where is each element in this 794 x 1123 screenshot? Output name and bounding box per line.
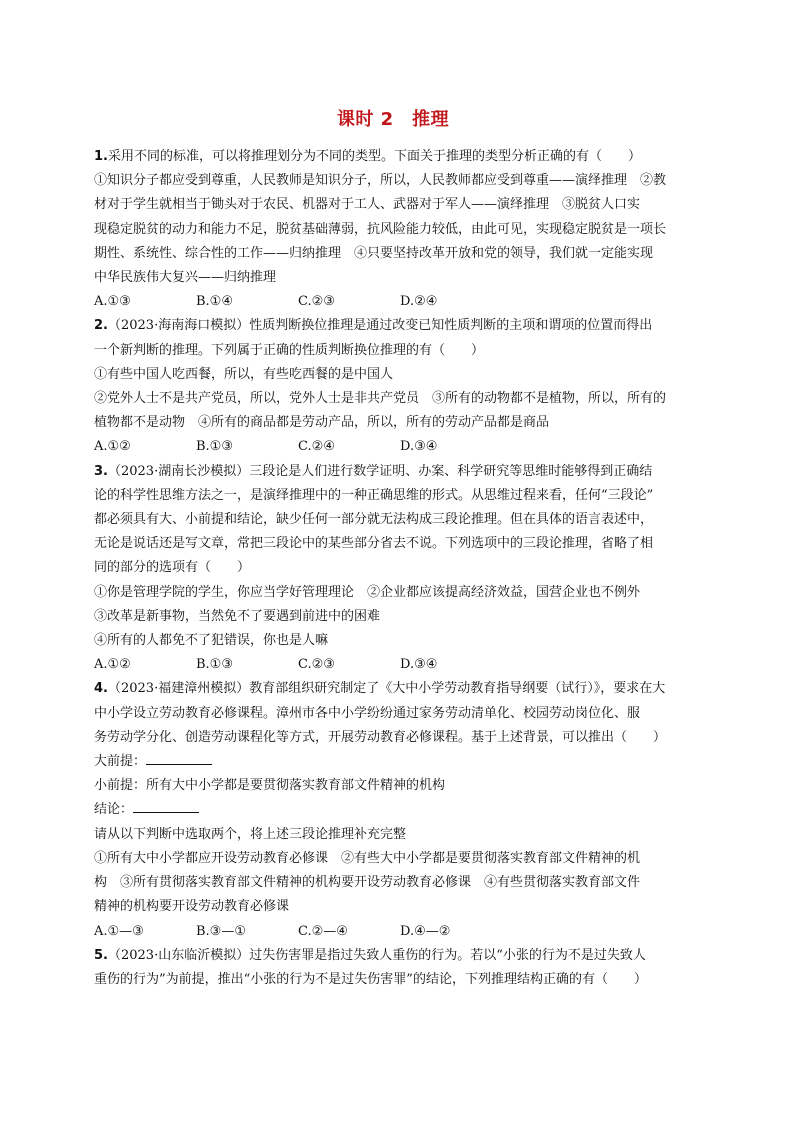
question-line: 现稳定脱贫的动力和能力不足，脱贫基础薄弱，抗风险能力较低，由此可见，实现稳定脱贫是一项长 bbox=[94, 221, 667, 237]
option-b[interactable]: B.①③ bbox=[196, 439, 233, 455]
option-c[interactable]: C.②③ bbox=[298, 657, 335, 673]
question-line: ①你是管理学院的学生，你应当学好管理理论 ②企业都应该提高经济效益，国营企业也不例外 bbox=[94, 584, 641, 600]
question-line: 构 ③所有贯彻落实教育部文件精神的机构要开设劳动教育必修课 ④有些贯彻落实教育部文件 bbox=[94, 875, 641, 891]
question-line: 植物都不是动物 ④所有的商品都是劳动产品，所以，所有的劳动产品都是商品 bbox=[94, 415, 550, 431]
option-a[interactable]: A.①③ bbox=[94, 294, 131, 310]
option-c[interactable]: C.②④ bbox=[298, 439, 335, 455]
question-line: 无论是说话还是写文章，常把三段论中的某些部分省去不说。下列选项中的三段论推理，省略了相 bbox=[94, 536, 654, 552]
question-line: ①有些中国人吃西餐，所以，有些吃西餐的是中国人 bbox=[94, 366, 394, 382]
option-b[interactable]: B.①③ bbox=[196, 657, 233, 673]
question-line: 精神的机构要开设劳动教育必修课 bbox=[94, 899, 290, 915]
question-line: ①知识分子都应受到尊重，人民教师是知识分子，所以，人民教师都应受到尊重——演绎推理 ②教 bbox=[94, 173, 667, 189]
option-b[interactable]: B.③—① bbox=[196, 923, 246, 939]
question-line: ④所有的人都免不了犯错误，你也是人嘛 bbox=[94, 633, 329, 649]
question-line: 1.采用不同的标准，可以将推理划分为不同的类型。下面关于推理的类型分析正确的有（ ） bbox=[94, 149, 641, 164]
question-line: 论的科学性思维方法之一，是演绎推理中的一种正确思维的形式。从思维过程来看，任何“三段论” bbox=[94, 487, 654, 503]
major-premise-line bbox=[94, 750, 692, 774]
major-premise-label: 大前提： bbox=[94, 754, 147, 770]
question-line: 2.（2023·海南海口模拟）性质判断换位推理是通过改变已知性质判断的主项和谓项的位置而得出 bbox=[94, 318, 653, 334]
question-line: 请从以下判断中选取两个，将上述三段论推理补充完整 bbox=[94, 826, 407, 842]
option-d[interactable]: D.③④ bbox=[400, 439, 438, 455]
conclusion-label: 结论： bbox=[94, 802, 134, 818]
answer-options bbox=[94, 435, 692, 459]
question-5 bbox=[94, 944, 692, 992]
question-line: 一个新判断的推理。下列属于正确的性质判断换位推理的有（ ） bbox=[94, 342, 485, 358]
conclusion-blank[interactable] bbox=[133, 798, 199, 813]
question-2 bbox=[94, 314, 692, 459]
question-number: 1. bbox=[94, 149, 108, 164]
question-line: 同的部分的选项有（ ） bbox=[94, 560, 251, 576]
major-premise-blank[interactable] bbox=[146, 750, 212, 765]
question-line: ②党外人士不是共产党员，所以，党外人士是非共产党员 ③所有的动物都不是植物，所以，所有的 bbox=[94, 391, 667, 407]
option-d[interactable]: D.③④ bbox=[400, 657, 438, 673]
question-line: 材对于学生就相当于锄头对于农民、机器对于工人、武器对于军人——演绎推理 ③脱贫人口实 bbox=[94, 197, 641, 213]
question-line: ③改革是新事物，当然免不了要遇到前进中的困难 bbox=[94, 608, 381, 624]
conclusion-line bbox=[94, 798, 692, 822]
question-line: 4.（2023·福建漳州模拟）教育部组织研究制定了《大中小学劳动教育指导纲要（试行）》，要求在大 bbox=[94, 681, 666, 697]
minor-premise-line: 小前提：所有大中小学都是要贯彻落实教育部文件精神的机构 bbox=[94, 778, 446, 794]
option-d[interactable]: D.④—② bbox=[400, 923, 451, 939]
question-line: 中小学设立劳动教育必修课程。漳州市各中小学纷纷通过家务劳动清单化、校园劳动岗位化、服 bbox=[94, 705, 641, 721]
answer-options bbox=[94, 653, 692, 677]
option-a[interactable]: A.①② bbox=[94, 439, 131, 455]
question-number: 5. bbox=[94, 947, 108, 963]
option-b[interactable]: B.①④ bbox=[196, 294, 233, 310]
question-line: 重伤的行为”为前提，推出“小张的行为不是过失伤害罪”的结论，下列推理结构正确的有（ ） bbox=[94, 971, 647, 987]
page-title: 课时 2 推理 bbox=[336, 109, 450, 130]
answer-options bbox=[94, 290, 692, 314]
question-line: 5.（2023·山东临沂模拟）过失伤害罪是指过失致人重伤的行为。若以“小张的行为不是过失致人 bbox=[94, 947, 646, 963]
question-line: 务劳动学分化、创造劳动课程化等方式，开展劳动教育必修课程。基于上述背景，可以推出（ ） bbox=[94, 729, 667, 745]
option-a[interactable]: A.①② bbox=[94, 657, 131, 673]
question-line: ①所有大中小学都应开设劳动教育必修课 ②有些大中小学都是要贯彻落实教育部文件精神的机 bbox=[94, 850, 641, 866]
option-d[interactable]: D.②④ bbox=[400, 294, 438, 310]
question-1 bbox=[94, 145, 692, 314]
question-number: 3. bbox=[94, 463, 108, 479]
question-line: 都必须具有大、小前提和结论，缺少任何一部分就无法构成三段论推理。但在具体的语言表述中， bbox=[94, 512, 654, 528]
option-c[interactable]: C.②—④ bbox=[298, 923, 348, 939]
question-line: 期性、系统性、综合性的工作——归纳推理 ④只要坚持改革开放和党的领导，我们就一定能实现 bbox=[94, 245, 654, 261]
option-a[interactable]: A.①—③ bbox=[94, 923, 144, 939]
question-number: 4. bbox=[94, 681, 108, 697]
question-line: 中华民族伟大复兴——归纳推理 bbox=[94, 270, 277, 286]
question-4 bbox=[94, 677, 692, 943]
answer-options bbox=[94, 920, 692, 944]
question-3 bbox=[94, 460, 692, 678]
question-line: 3.（2023·湖南长沙模拟）三段论是人们进行数学证明、办案、科学研究等思维时能够得到正确结 bbox=[94, 463, 653, 479]
question-number: 2. bbox=[94, 318, 108, 334]
option-c[interactable]: C.②③ bbox=[298, 294, 335, 310]
